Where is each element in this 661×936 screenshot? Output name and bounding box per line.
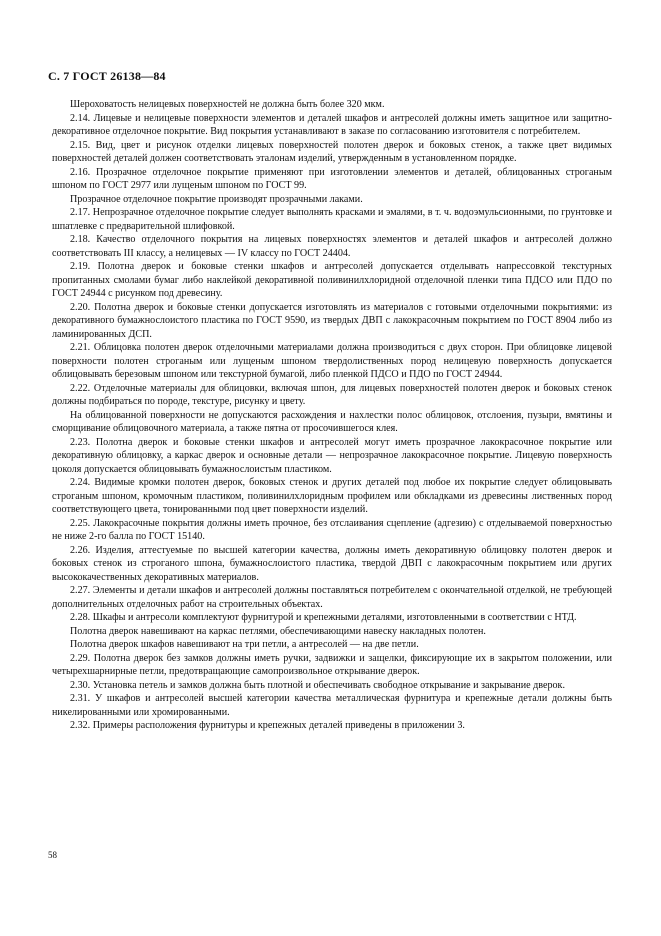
paragraph: 2.25. Лакокрасочные покрытия должны иметь прочное, без отслаивания сцепление (адгезию) с отделываемой поверхностью не ниже 2-го балла по ГОСТ 15140. [52, 517, 612, 542]
paragraph: Прозрачное отделочное покрытие производят прозрачными лаками. [70, 193, 363, 205]
page-header: С. 7 ГОСТ 26138—84 [48, 69, 166, 83]
paragraph: 2.29. Полотна дверок без замков должны иметь ручки, задвижки и защелки, фиксирующие их в закрытом положении, или четырехшарнирные петли, предотвращающие самопроизвольное открывание дверок. [52, 652, 612, 677]
paragraph: 2.32. Примеры расположения фурнитуры и крепежных деталей приведены в приложении 3. [70, 720, 465, 731]
paragraph: 2.21. Облицовка полотен дверок отделочными материалами должна производиться с двух сторон. При облицовке лицевой поверхности полотен строганым или лущеным шпоном твердолиственных пород нелицевую поверхность допускается облицовывать березовым шпоном или текстурной бумагой, либо пленкой ПДСО и ПДО по ГОСТ 24944. [52, 342, 612, 380]
paragraph: 2.28. Шкафы и антресоли комплектуют фурнитурой и крепежными деталями, изготовленными в соответствии с НТД. [70, 612, 577, 623]
body-text [52, 98, 612, 733]
paragraph: 2.17. Непрозрачное отделочное покрытие следует выполнять красками и эмалями, в т. ч. водоэмульсионными, по грунтовке и шпатлевке с предварительной шлифовкой. [52, 207, 612, 232]
paragraph: Полотна дверок шкафов навешивают на три петли, а антресолей — на две петли. [70, 639, 419, 650]
paragraph: 2.18. Качество отделочного покрытия на лицевых поверхностях элементов и деталей шкафов и антресолей должно соответствовать III классу, а нелицевых — IV классу по ГОСТ 24404. [52, 234, 612, 259]
paragraph: Шероховатость нелицевых поверхностей не должна быть более 320 мкм. [70, 99, 385, 110]
paragraph: 2.31. У шкафов и антресолей высшей категории качества металлическая фурнитура и крепежные детали должны быть никелированными или хромированными. [52, 693, 612, 718]
paragraph: 2.23. Полотна дверок и боковые стенки шкафов и антресолей могут иметь прозрачное лакокрасочное покрытие или декоративную облицовку, а каркас дверок и основные детали — непрозрачное лакокрасочное покрытие. Лицевую поверхность цоколя допускается облицовывать бумажнослоистым пластиком. [52, 436, 612, 475]
paragraph: На облицованной поверхности не допускаются расхождения и нахлестки полос облицовок, отслоения, пузыри, вмятины и сморщивание облицовочного материала, а также пятна от просочившегося клея. [52, 409, 612, 434]
paragraph: 2.22. Отделочные материалы для облицовки, включая шпон, для лицевых поверхностей полотен дверок и боковых стенок должны подбираться по породе, текстуре, рисунку и цвету. [52, 382, 612, 407]
page-number: 58 [48, 850, 57, 860]
paragraph: 2.15. Вид, цвет и рисунок отделки лицевых поверхностей полотен дверок и боковых стенок, а также цвет видимых поверхностей деталей должен соответствовать эталонам изделий, утвержденным в установленном порядке. [52, 139, 612, 164]
paragraph: Полотна дверок навешивают на каркас петлями, обеспечивающими навеску накладных полотен. [70, 625, 486, 637]
paragraph: 2.27. Элементы и детали шкафов и антресолей должны поставляться потребителем с окончательной отделкой, не требующей дополнительных отделочных работ на строительных объектах. [52, 585, 612, 610]
paragraph: 2.16. Прозрачное отделочное покрытие применяют при изготовлении элементов и деталей, облицованных строганым шпоном по ГОСТ 2977 или лущеным шпоном по ГОСТ 99. [52, 166, 612, 191]
paragraph: 2.26. Изделия, аттестуемые по высшей категории качества, должны иметь декоративную облицовку полотен дверок и боковых стенок из строганого шпона, бумажнослоистого пластика, твердой ДВП с лакокрасочным покрытием или других высококачественных декоративных материалов. [52, 544, 612, 583]
paragraph: 2.14. Лицевые и нелицевые поверхности элементов и деталей шкафов и антресолей должны иметь защитное или защитно-декоративное отделочное покрытие. Вид покрытия устанавливают в заказе по согласованию изготовителя с потребителем. [52, 112, 612, 137]
paragraph: 2.20. Полотна дверок и боковые стенки допускается изготовлять из материалов с готовыми отделочными покрытиями: из декоративного бумажнослоистого пластика по ГОСТ 9590, из твердых ДВП с лакокрасочным покрытием по ГОСТ 8904 либо из ламинированных ДСП. [52, 301, 612, 340]
paragraph: 2.30. Установка петель и замков должна быть плотной и обеспечивать свободное открывание и закрывание дверок. [70, 679, 565, 691]
paragraph: 2.19. Полотна дверок и боковые стенки шкафов и антресолей допускается отделывать напрессовкой текстурных пропитанных смолами бумаг либо наклейкой декоративной поливинилхлоридной отделочной пленки типа ПДСО или ПДО по ГОСТ 24944 с рисунком под древесину. [52, 261, 612, 299]
paragraph: 2.24. Видимые кромки полотен дверок, боковых стенок и других деталей под любое их покрытие следует облицовывать строганым шпоном, кромочным пластиком, поливинилхлоридным профилем или обкладками из древесины лиственных пород соответствующего цвета, тонированными под цвет поверхности изделий. [52, 477, 612, 515]
